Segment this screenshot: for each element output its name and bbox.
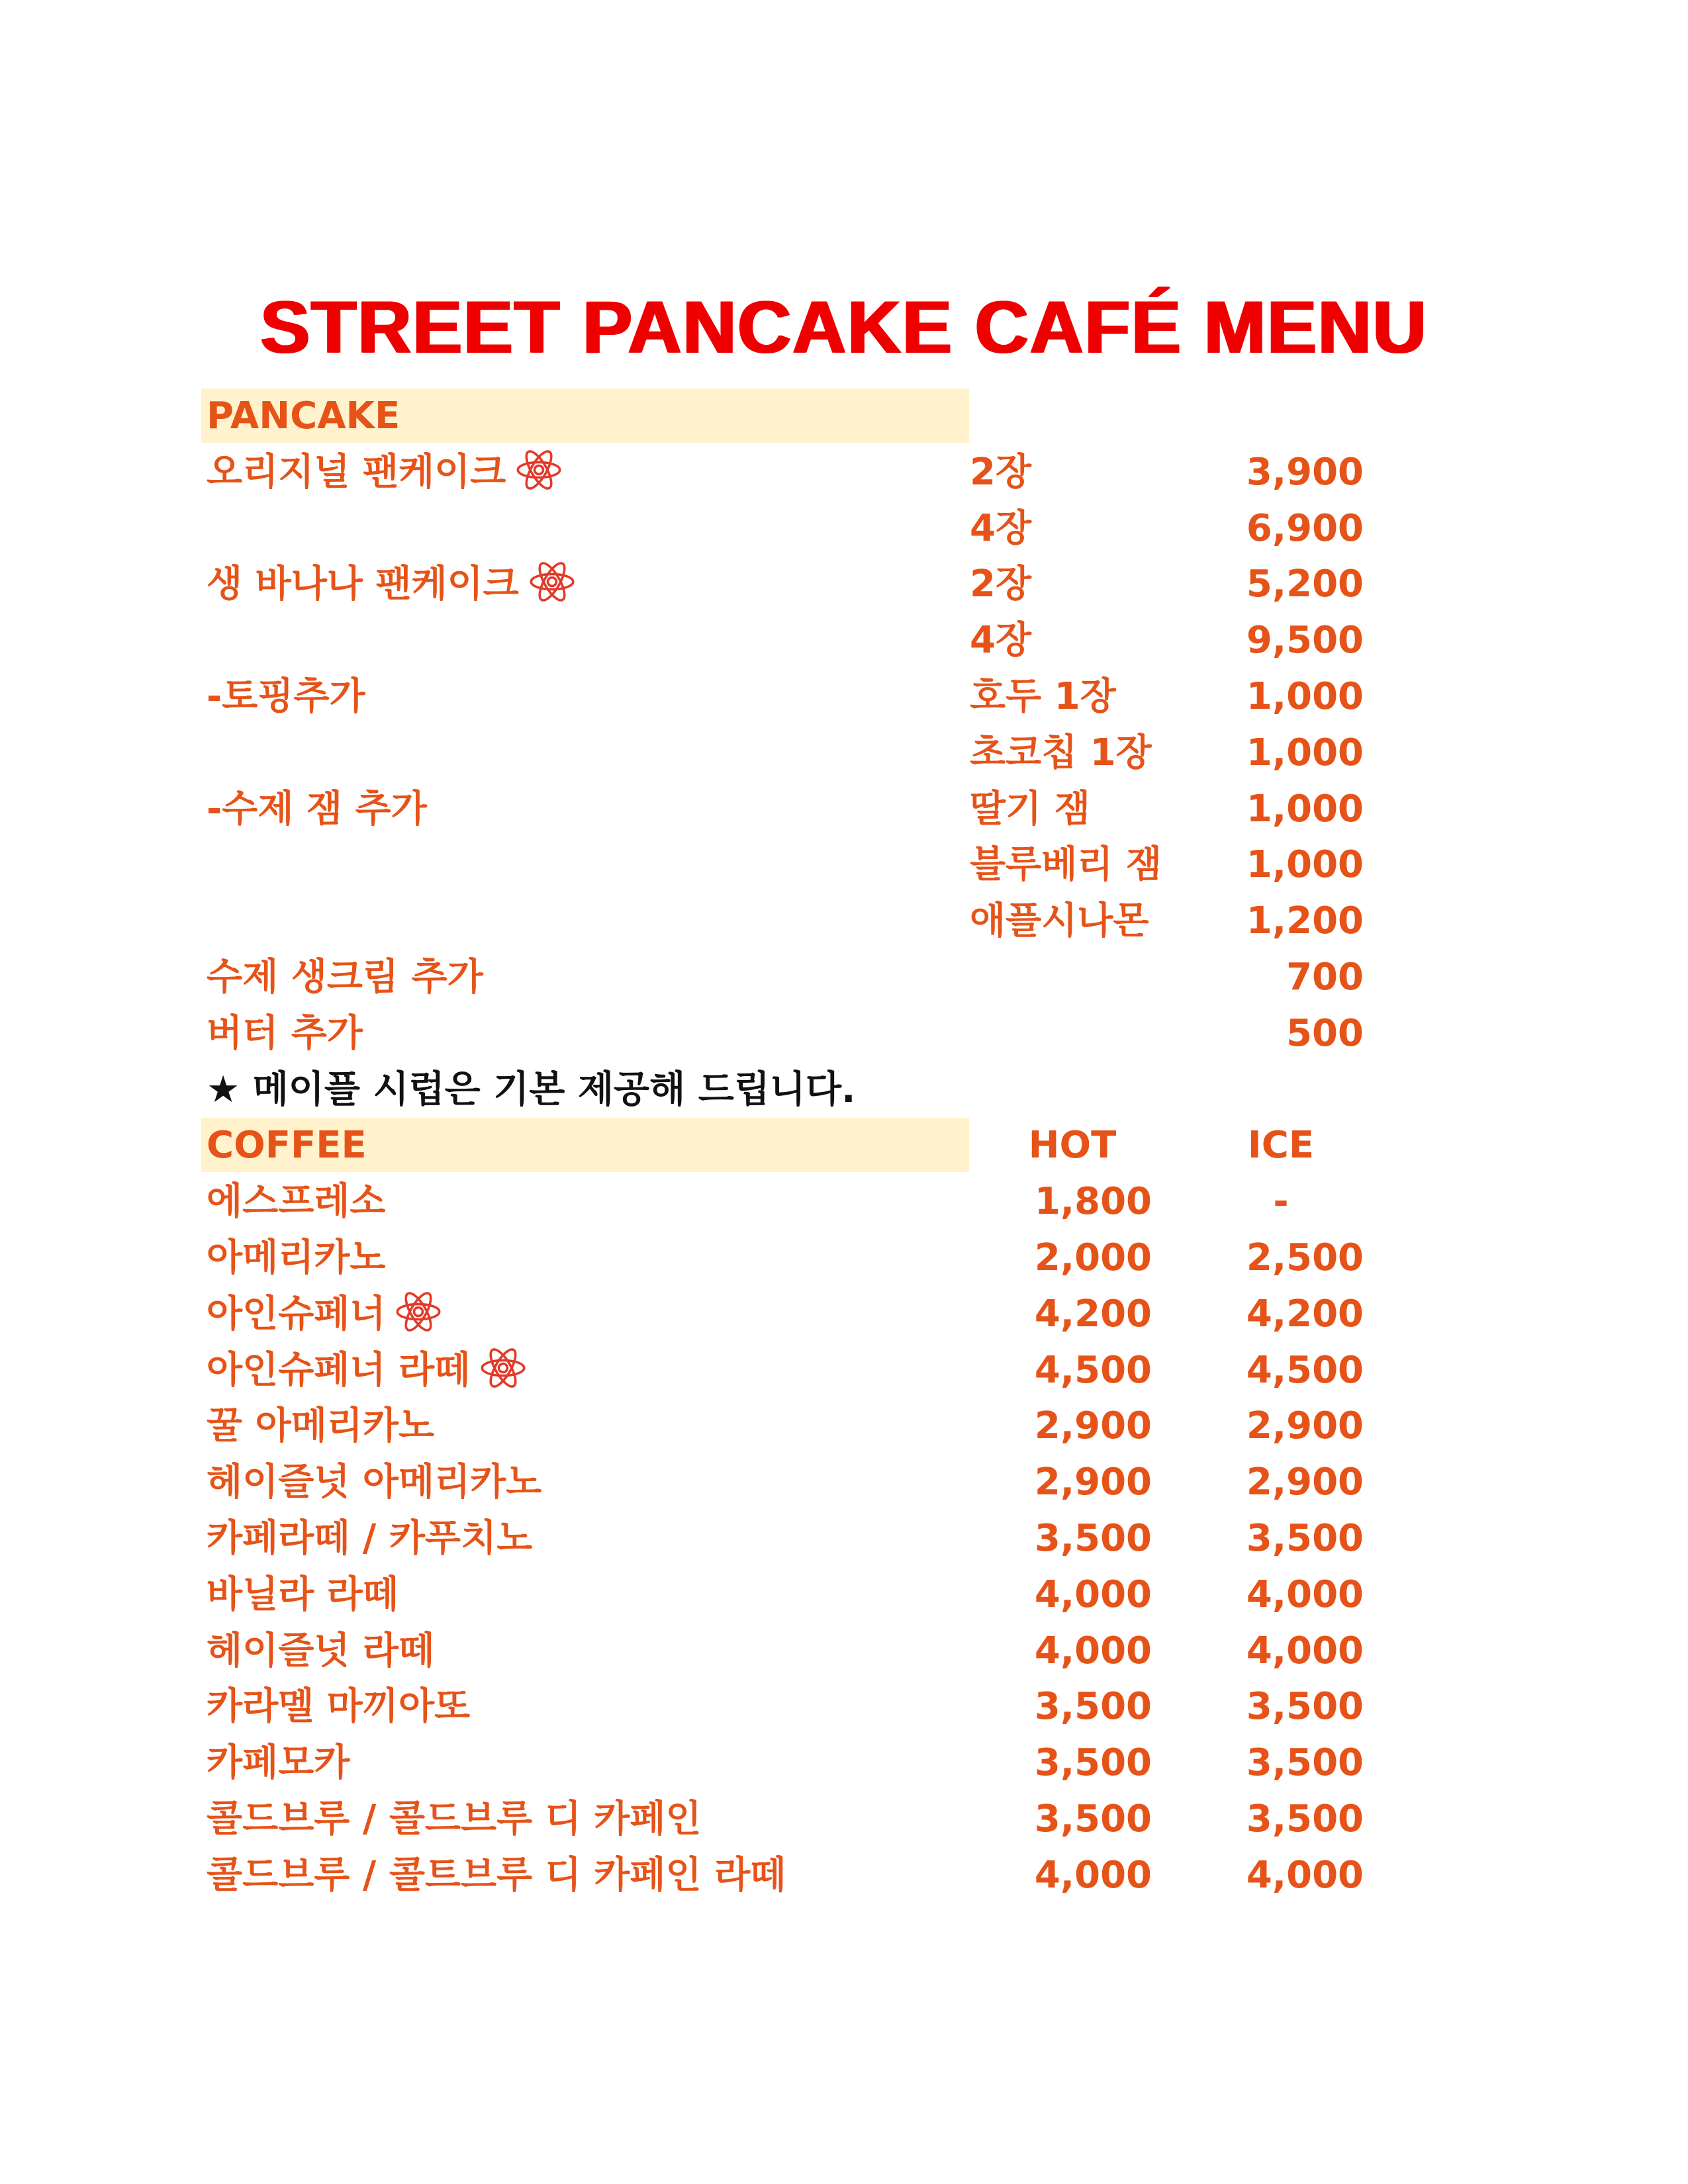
pancake-item-option: 2장 (970, 563, 1032, 606)
coffee-item-hot-price: 3,500 (1034, 1741, 1152, 1785)
pancake-item-price: 700 (1286, 956, 1364, 999)
coffee-item-hot-price: 3,500 (1034, 1685, 1152, 1729)
coffee-item-hot-price: 4,200 (1034, 1292, 1152, 1336)
coffee-item-ice-price: 4,500 (1246, 1348, 1364, 1392)
pancake-item-option: 초코칩 1장 (970, 731, 1152, 774)
pancake-item-price: 1,000 (1246, 731, 1364, 774)
pancake-item-price: 5,200 (1246, 563, 1364, 606)
pancake-header: PANCAKE (207, 394, 400, 437)
pancake-item-option: 블루베리 잼 (970, 843, 1162, 887)
atom-icon (515, 446, 563, 494)
coffee-item-ice-price: 2,900 (1246, 1404, 1364, 1448)
coffee-header: COFFEE (207, 1124, 367, 1167)
coffee-item-ice-price: 2,900 (1246, 1461, 1364, 1504)
coffee-item-name: 아메리카노 (207, 1236, 386, 1279)
pancake-item-name: 오리지널 팬케이크 (207, 445, 563, 500)
pancake-item-price: 1,000 (1246, 843, 1364, 887)
coffee-item-ice-price: 3,500 (1246, 1685, 1364, 1729)
pancake-item-price: 6,900 (1246, 506, 1364, 550)
coffee-item-ice-price: 3,500 (1246, 1741, 1364, 1785)
pancake-item-name: -수제 잼 추가 (207, 787, 427, 831)
pancake-item-price: 500 (1286, 1011, 1364, 1055)
menu-title: STREET PANCAKE CAFÉ MENU (260, 286, 1428, 369)
coffee-item-ice-price: 4,000 (1246, 1572, 1364, 1616)
coffee-item-hot-price: 2,000 (1034, 1236, 1152, 1279)
atom-icon (395, 1288, 442, 1336)
coffee-item-hot-price: 1,800 (1034, 1180, 1152, 1224)
pancake-item-price: 1,200 (1246, 899, 1364, 943)
coffee-item-hot-price: 4,000 (1034, 1572, 1152, 1616)
coffee-item-name: 아인슈페너 (207, 1287, 442, 1342)
ice-column-header: ICE (1247, 1124, 1315, 1167)
coffee-item-hot-price: 2,900 (1034, 1461, 1152, 1504)
coffee-item-hot-price: 4,500 (1034, 1348, 1152, 1392)
pancake-item-option: 4장 (970, 619, 1032, 662)
atom-icon (528, 558, 576, 606)
coffee-item-ice-price: 4,200 (1246, 1292, 1364, 1336)
coffee-item-ice-price: 3,500 (1246, 1517, 1364, 1560)
coffee-item-hot-price: 3,500 (1034, 1797, 1152, 1841)
pancake-item-price: 1,000 (1246, 675, 1364, 718)
pancake-item-name: -토핑추가 (207, 675, 365, 718)
coffee-item-hot-price: 4,000 (1034, 1629, 1152, 1672)
atom-icon (479, 1344, 527, 1392)
coffee-item-hot-price: 4,000 (1034, 1853, 1152, 1897)
pancake-item-price: 3,900 (1246, 450, 1364, 494)
coffee-item-name: 카페라떼 / 카푸치노 (207, 1517, 533, 1560)
pancake-item-name: 버터 추가 (207, 1011, 363, 1055)
coffee-item-name: 카페모카 (207, 1741, 350, 1785)
coffee-item-name: 꿀 아메리카노 (207, 1404, 435, 1448)
pancake-item-name: 수제 생크림 추가 (207, 956, 483, 999)
syrup-note: ★ 메이플 시럽은 기본 제공해 드립니다. (207, 1068, 856, 1111)
coffee-item-ice-price: 3,500 (1246, 1797, 1364, 1841)
coffee-item-name: 콜드브루 / 콜드브루 디 카페인 (207, 1797, 702, 1841)
pancake-item-option: 딸기 잼 (970, 787, 1090, 831)
coffee-item-name: 콜드브루 / 콜트브루 디 카페인 라떼 (207, 1853, 786, 1897)
coffee-item-ice-price: 4,000 (1246, 1853, 1364, 1897)
coffee-item-ice-price: 2,500 (1246, 1236, 1364, 1279)
coffee-item-name: 카라멜 마끼아또 (207, 1685, 471, 1729)
coffee-item-name: 헤이즐넛 라떼 (207, 1629, 435, 1672)
hot-column-header: HOT (1028, 1124, 1117, 1167)
coffee-item-ice-price: - (1273, 1180, 1289, 1224)
pancake-item-name: 생 바나나 팬케이크 (207, 557, 576, 612)
coffee-item-name: 에스프레소 (207, 1180, 386, 1224)
pancake-item-option: 2장 (970, 450, 1032, 494)
pancake-item-option: 호두 1장 (970, 675, 1116, 718)
coffee-item-name: 헤이즐넛 아메리카노 (207, 1461, 542, 1504)
coffee-item-hot-price: 3,500 (1034, 1517, 1152, 1560)
coffee-item-ice-price: 4,000 (1246, 1629, 1364, 1672)
pancake-item-option: 4장 (970, 506, 1032, 550)
coffee-item-hot-price: 2,900 (1034, 1404, 1152, 1448)
pancake-item-price: 9,500 (1246, 619, 1364, 662)
coffee-item-name: 바닐라 라떼 (207, 1572, 399, 1616)
pancake-item-price: 1,000 (1246, 787, 1364, 831)
pancake-item-option: 애플시나몬 (970, 899, 1149, 943)
coffee-item-name: 아인슈페너 라떼 (207, 1343, 527, 1398)
